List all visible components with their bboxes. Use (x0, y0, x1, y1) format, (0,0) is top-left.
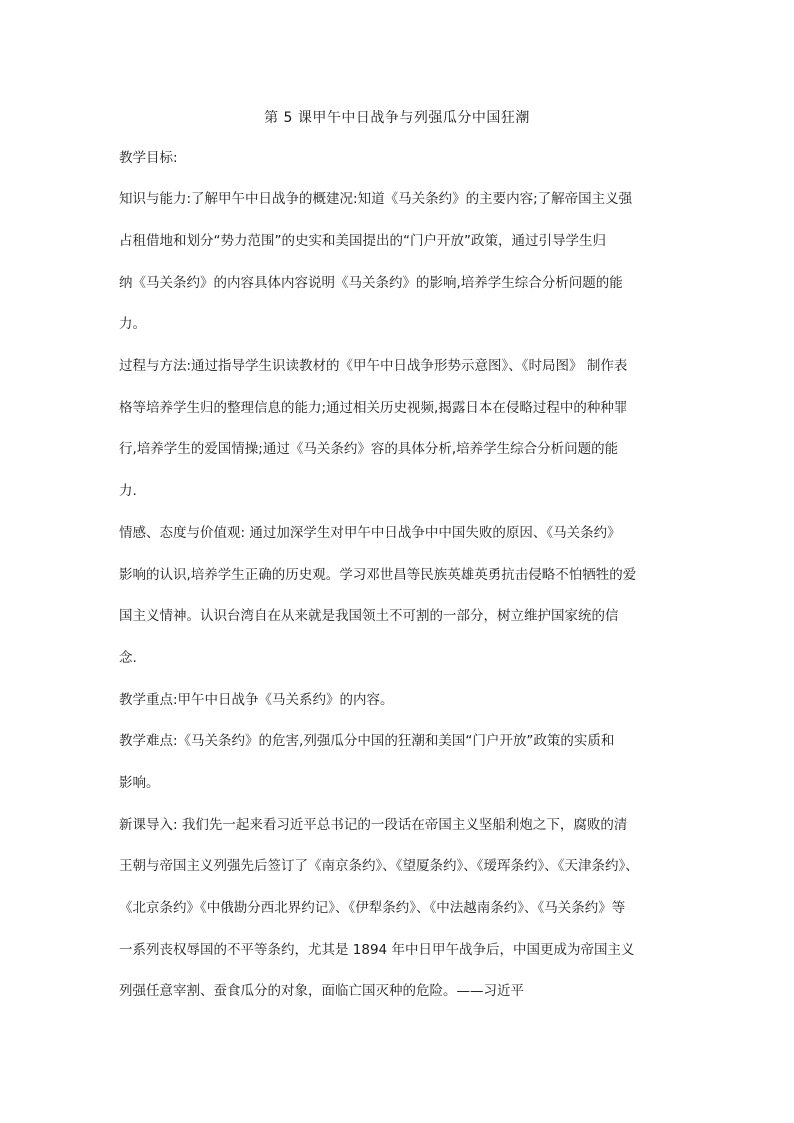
text-line: 念. (119, 650, 137, 666)
text-line: 列强任意宰割、蚕食瓜分的对象，面临亡国灭种的危险。——习近平 (119, 983, 524, 999)
text-line: 影响。 (119, 775, 160, 791)
text-line: 情感、态度与价值观: 通过加深学生对甲午中日战争中中国失败的原因、《马关条约》 (119, 525, 621, 541)
text-line: 教学难点:《马关条约》的危害,列强瓜分中国的狂潮和美国“门户开放”政策的实质和 (119, 733, 615, 749)
text-line: 国主义情神。认识台湾自在从来就是我国领土不可割的一部分，树立维护国家统的信 (119, 608, 619, 624)
text-line: 影响的认识,培养学生正确的历史观。学习邓世昌等民族英雄英勇抗击侵略不怕牺牲的爱 (119, 567, 637, 583)
text-line: 占租借地和划分“势力范围”的史实和美国提出的“门户开放”政策，通过引导学生归 (119, 233, 606, 249)
text-line: 过程与方法:通过指导学生识读教材的《甲午中日战争形势示意图》、《时局图》 制作表 (119, 358, 628, 374)
text-line: 《北京条约》《中俄勘分西北界约记》、《伊犁条约》、《中法越南条约》、《马关条约》等 (119, 900, 626, 916)
text-line: 教学重点:甲午中日战争《马关系约》的内容。 (119, 692, 394, 708)
text-line: 教学目标: (119, 150, 178, 166)
text-line: 行,培养学生的爱国情操;通过《马关条约》容的具体分析,培养学生综合分析问题的能 (119, 441, 619, 457)
text-line: 知识与能力:了解甲午中日战争的概建况:知道《马关条约》的主要内容;了解帝国主义强 (119, 191, 633, 207)
text-line: 力. (119, 483, 137, 499)
lesson-title: 第 5 课甲午中日战争与列强瓜分中国狂潮 (264, 110, 530, 126)
text-line: 王朝与帝国主义列强先后签订了《南京条约》、《望厦条约》、《瑷珲条约》、《天津条约》、 (119, 858, 639, 874)
text-line: 新课导入: 我们先一起来看习近平总书记的一段话在帝国主义坚船利炮之下，腐败的清 (119, 817, 628, 833)
text-line: 一系列丧权辱国的不平等条约，尤其是 1894 年中日甲午战争后，中国更成为帝国主义 (119, 942, 635, 958)
text-line: 纳《马关条约》的内容具体内容说明《马关条约》的影响,培养学生综合分析问题的能 (119, 275, 623, 291)
text-line: 格等培养学生归的整理信息的能力;通过相关历史视频,揭露日本在侵略过程中的种种罪 (119, 400, 628, 416)
text-line: 力。 (119, 316, 146, 332)
